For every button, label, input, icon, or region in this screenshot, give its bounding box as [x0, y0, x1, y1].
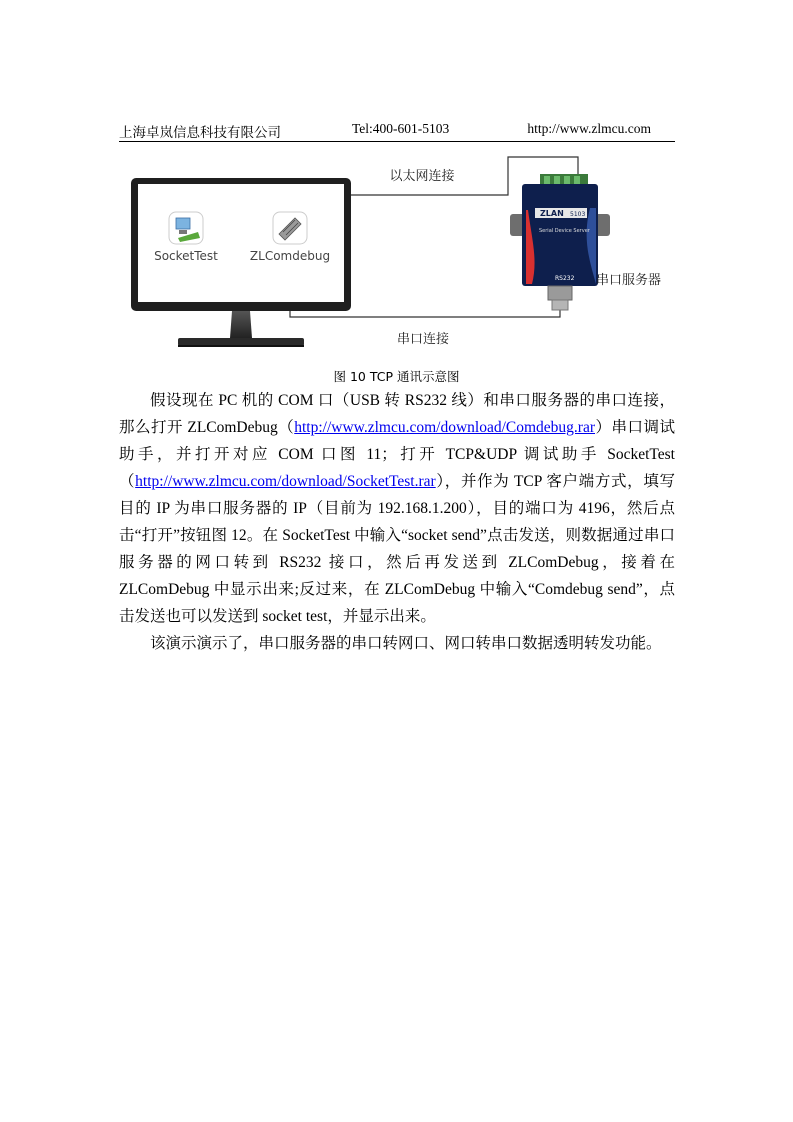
figure-caption: 图 10 TCP 通讯示意图: [333, 369, 460, 384]
zlcomdebug-label: ZLComdebug: [249, 249, 331, 263]
paragraph-1-part-3: ），并作为 TCP 客户端方式，填写目的 IP 为串口服务器的 IP（目前为 192.168.1.200），目的端口为 4196，然后点击“打开”按钮图 12。在 SocketTest 中输入“socket send”点击发送，则数据通过串口服务器的网口转到 RS232 接口，然后再发送到 ZLComDebug，接着在 ZLComDebug 中显示出来;反过来，在 ZLComDebug 中输入“Comdebug send”，点击发送也可以发送到 socket test，并显示出来。: [119, 473, 675, 625]
serial-connection-label: 串口连接: [396, 332, 450, 347]
paragraph-1-part-2: ）串口调试助手，并打开对应 COM 口图 11；打开 TCP&UDP 调试助手 SocketTest（: [119, 419, 675, 490]
serial-server-label: 串口服务器: [596, 273, 662, 288]
serial-device-server: [510, 174, 610, 310]
device-brand: ZLAN: [540, 209, 564, 218]
sockettest-label: SocketTest: [154, 249, 218, 263]
ethernet-connection-label: 以太网连接: [389, 169, 455, 184]
body-text: [119, 387, 675, 657]
header-url: http://www.zlmcu.com: [527, 121, 651, 136]
device-subtitle: Serial Device Server: [539, 228, 590, 234]
paragraph-1-part-1: 假设现在 PC 机的 COM 口（USB 转 RS232 线）和串口服务器的串口连接，那么打开 ZLComDebug（: [119, 392, 675, 436]
sockettest-icon: [169, 212, 203, 244]
device-port-label: RS232: [555, 275, 575, 282]
header-company: 上海卓岚信息科技有限公司: [119, 125, 281, 140]
zlcomdebug-icon: [273, 212, 307, 244]
sockettest-download-link[interactable]: http://www.zlmcu.com/download/SocketTest.rar: [135, 473, 436, 490]
tcp-diagram: [120, 150, 680, 362]
header-tel: Tel:400-601-5103: [352, 121, 450, 136]
device-model: 5103: [570, 211, 586, 218]
paragraph-1: [119, 387, 675, 630]
page-header: [119, 121, 675, 142]
paragraph-2: 该演示演示了，串口服务器的串口转网口、网口转串口数据透明转发功能。: [150, 635, 662, 652]
comdebug-download-link[interactable]: http://www.zlmcu.com/download/Comdebug.rar: [294, 419, 596, 436]
